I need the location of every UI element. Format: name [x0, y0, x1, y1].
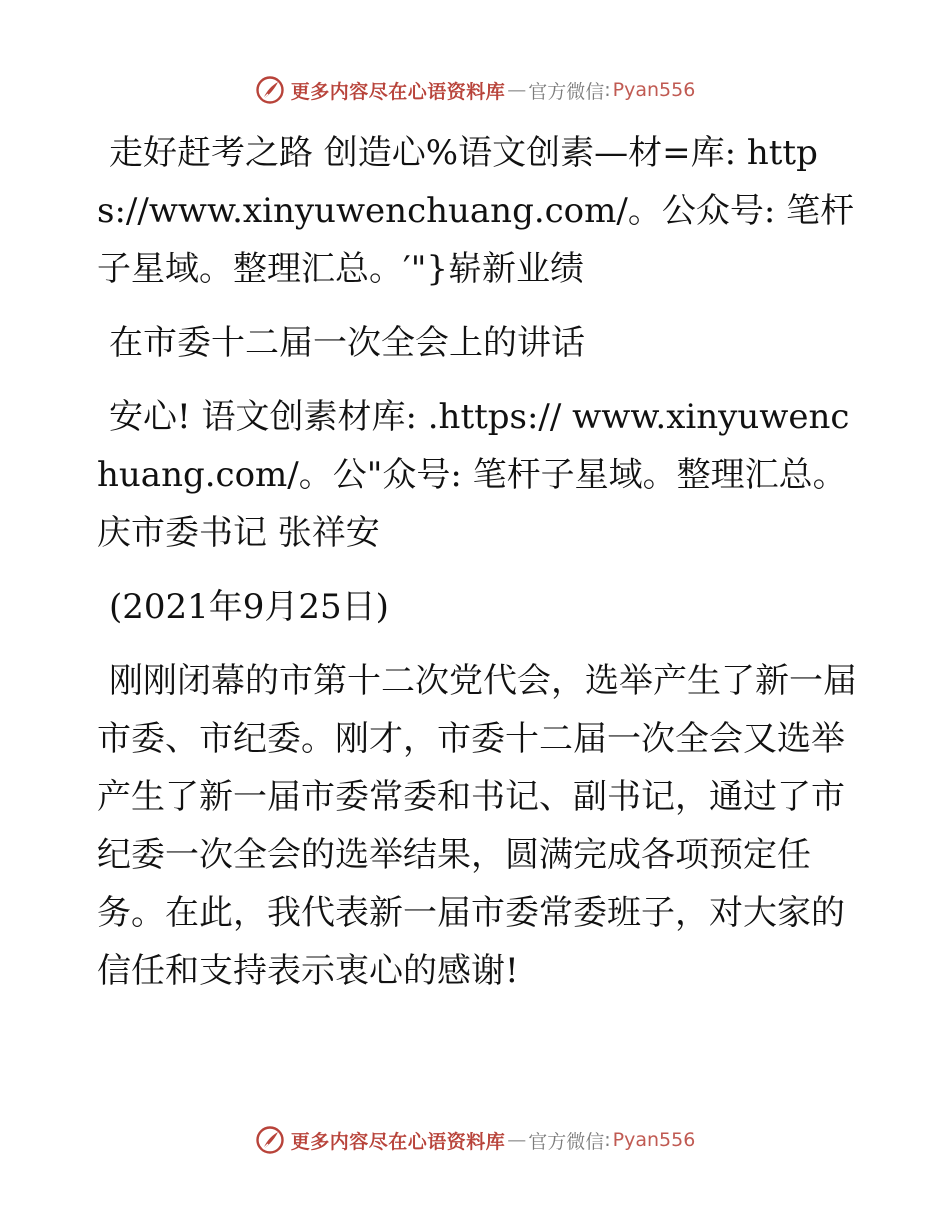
- feather-pen-logo-icon: [255, 1125, 285, 1155]
- header-banner: [0, 70, 950, 110]
- banner-wechat-label: 官方微信: [528, 1130, 605, 1153]
- banner-colon: :: [604, 1129, 611, 1151]
- banner-account: Pyan556: [612, 1129, 696, 1151]
- banner-separator: —: [507, 79, 527, 101]
- paragraph-date: (2021年9月25日): [109, 587, 389, 627]
- paragraph-title-line: 走好赶考之路 创造心%语文创素—材=库: https://www.xinyuwenchuang.com/。公众号: 笔杆子星域。整理汇总。′"}崭新业绩: [97, 133, 855, 289]
- document-body: [97, 124, 857, 1016]
- feather-pen-logo-icon: [255, 75, 285, 105]
- paragraph-author-line: 安心! 语文创素材库: .https:// www.xinyuwenchuang.com/。公"众号: 笔杆子星域。整理汇总。庆市委书记 张祥安: [97, 397, 850, 553]
- banner-separator: —: [507, 1129, 527, 1151]
- banner-wechat-label: 官方微信: [528, 80, 605, 103]
- footer-banner: [0, 1120, 950, 1160]
- paragraph-body: 刚刚闭幕的市第十二次党代会，选举产生了新一届市委、市纪委。刚才，市委十二届一次全会又选举产生了新一届市委常委和书记、副书记，通过了市纪委一次全会的选举结果，圆满完成各项预定任务。在此，我代表新一届市委常委班子，对大家的信任和支持表示衷心的感谢!: [97, 661, 857, 991]
- paragraph-speech-title: 在市委十二届一次全会上的讲话: [109, 323, 585, 363]
- banner-brand-text: 更多内容尽在心语资料库: [290, 1130, 506, 1153]
- banner-brand-text: 更多内容尽在心语资料库: [290, 80, 506, 103]
- banner-colon: :: [604, 79, 611, 101]
- banner-account: Pyan556: [612, 79, 696, 101]
